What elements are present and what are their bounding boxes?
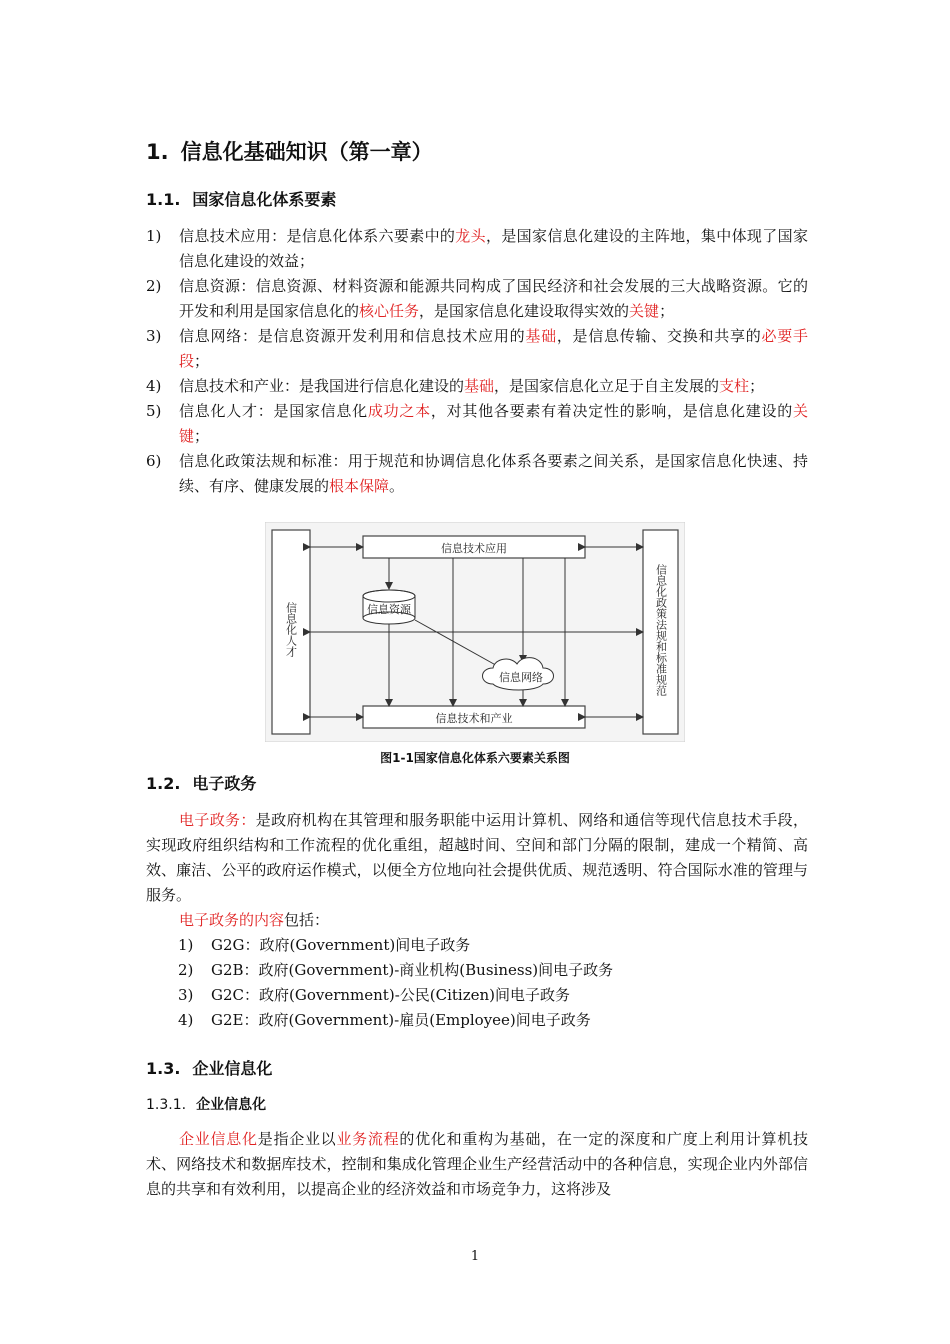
- six-elements-diagram: [265, 522, 685, 742]
- egov-content-intro: 电子政务的内容包括：: [179, 911, 330, 929]
- figure-caption: 图1-1国家信息化体系六要素关系图: [380, 751, 570, 765]
- right-pillar-label: 信息化政策法规和标准规范: [654, 564, 668, 696]
- list-item: 4) G2E：政府(Government)-雇员(Employee)间电子政务: [178, 1011, 591, 1029]
- bottom-box-label: 信息技术和产业: [435, 712, 513, 725]
- top-box-label: 信息技术应用: [441, 542, 507, 555]
- list-item: 5) 信息化人才：是国家信息化成功之本，对其他各要素有着决定性的影响，是信息化建设的关键；: [146, 402, 808, 445]
- list-item: 1) G2G：政府(Government)间电子政务: [178, 936, 471, 954]
- section-heading-1-1: 1.1. 国家信息化体系要素: [146, 190, 337, 209]
- list-item: 3) 信息网络：是信息资源开发利用和信息技术应用的基础，是信息传输、交换和共享的必要手段；: [146, 327, 808, 370]
- chapter-heading: 1. 信息化基础知识（第一章）: [146, 140, 433, 164]
- list-item: 6) 信息化政策法规和标准：用于规范和协调信息化体系各要素之间关系，是国家信息化快速、持续、有序、健康发展的根本保障。: [146, 452, 808, 495]
- list-item: 4) 信息技术和产业：是我国进行信息化建设的基础，是国家信息化立足于自主发展的支柱；: [146, 377, 765, 395]
- enterprise-info-paragraph: 企业信息化是指企业以业务流程的优化和重构为基础，在一定的深度和广度上利用计算机技术、网络技术和数据库技术，控制和集成化管理企业生产经营活动中的各种信息，实现企业内外部信息的共享和有效利用，以提高企业的经济效益和市场竞争力，这将涉及: [146, 1130, 808, 1198]
- egov-types-list: [178, 933, 613, 1033]
- page-number: 1: [470, 1249, 480, 1264]
- section-heading-1-2: 1.2. 电子政务: [146, 774, 257, 793]
- list-item: 1) 信息技术应用：是信息化体系六要素中的龙头，是国家信息化建设的主阵地，集中体现了国家信息化建设的效益；: [146, 227, 808, 270]
- section-heading-1-3: 1.3. 企业信息化: [146, 1059, 273, 1078]
- list-item: 2) 信息资源：信息资源、材料资源和能源共同构成了国民经济和社会发展的三大战略资源。它的开发和利用是国家信息化的核心任务，是国家信息化建设取得实效的关键；: [146, 277, 808, 320]
- network-label: 信息网络: [499, 671, 543, 684]
- list-item: 2) G2B：政府(Government)-商业机构(Business)间电子政务: [178, 961, 614, 979]
- resource-label: 信息资源: [367, 603, 411, 616]
- subsection-heading-1-3-1: 1.3.1. 企业信息化: [146, 1097, 267, 1113]
- left-pillar-label: 信息化人才: [284, 602, 298, 657]
- egov-definition: 电子政务：是政府机构在其管理和服务职能中运用计算机、网络和通信等现代信息技术手段，实现政府组织结构和工作流程的优化重组，超越时间、空间和部门分隔的限制，建成一个精简、高效、廉洁、公平的政府运作模式，以便全方位地向社会提供优质、规范透明、符合国际水准的管理与服务。: [146, 811, 808, 904]
- list-item: 3) G2C：政府(Government)-公民(Citizen)间电子政务: [178, 986, 571, 1004]
- elements-list: [146, 224, 808, 499]
